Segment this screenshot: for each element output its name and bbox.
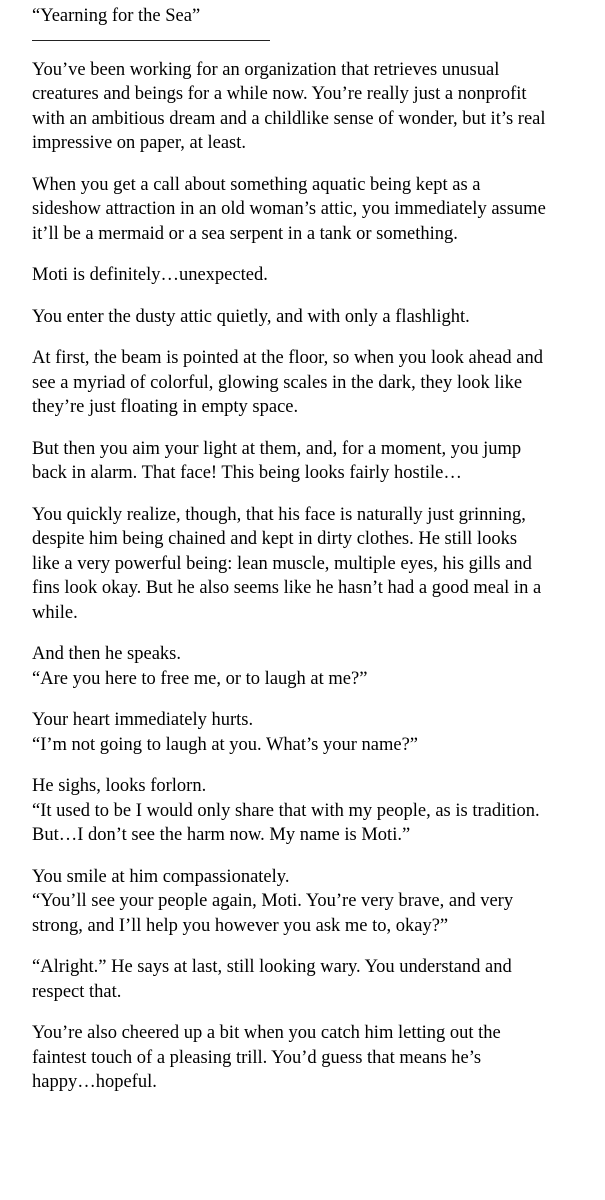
paragraph-line: You’ve been working for an organization that retrieves unusual: [32, 59, 500, 80]
story-paragraph: [32, 263, 605, 288]
story-paragraph: [32, 503, 605, 626]
paragraph-line: “Alright.” He says at last, still looking wary. You understand and: [32, 957, 512, 977]
story-title: “Yearning for the Sea”: [32, 6, 201, 26]
paragraph-line: see a myriad of colorful, glowing scales in the dark, they look like: [32, 372, 523, 393]
paragraph-line: “I’m not going to laugh at you. What’s your name?”: [32, 734, 419, 755]
paragraph-line: At first, the beam is pointed at the floor, so when you look ahead and: [32, 348, 543, 368]
paragraph-line: while.: [32, 602, 78, 623]
paragraph-line: “You’ll see your people again, Moti. You’re very brave, and very: [32, 891, 514, 911]
story-paragraph: [32, 774, 605, 848]
paragraph-line: But…I don’t see the harm now. My name is Moti.”: [32, 825, 411, 845]
paragraph-line: He sighs, looks forlorn.: [32, 776, 207, 796]
story-body: [32, 58, 605, 1095]
paragraph-line: And then he speaks.: [32, 644, 181, 664]
story-paragraph: [32, 642, 605, 691]
paragraph-line: You smile at him compassionately.: [32, 866, 290, 887]
paragraph-line: But then you aim your light at them, and, for a moment, you jump: [32, 438, 522, 459]
paragraph-line: they’re just floating in empty space.: [32, 397, 299, 417]
story-paragraph: [32, 173, 605, 247]
paragraph-line: strong, and I’ll help you however you ask me to, okay?”: [32, 915, 449, 936]
story-paragraph: [32, 346, 605, 420]
paragraph-line: Your heart immediately hurts.: [32, 710, 254, 730]
paragraph-line: faintest touch of a pleasing trill. You’d guess that means he’s: [32, 1047, 482, 1068]
paragraph-line: “Are you here to free me, or to laugh at me?”: [32, 668, 368, 689]
paragraph-line: despite him being chained and kept in dirty clothes. He still looks: [32, 529, 518, 549]
paragraph-line: sideshow attraction in an old woman’s attic, you immediately assume: [32, 199, 546, 219]
story-paragraph: [32, 955, 605, 1004]
title-divider: [32, 40, 270, 41]
paragraph-line: back in alarm. That face! This being looks fairly hostile…: [32, 463, 462, 483]
paragraph-line: You quickly realize, though, that his face is naturally just grinning,: [32, 504, 526, 525]
paragraph-line: it’ll be a mermaid or a sea serpent in a tank or something.: [32, 223, 458, 244]
paragraph-line: You’re also cheered up a bit when you catch him letting out the: [32, 1023, 501, 1043]
story-paragraph: [32, 865, 605, 939]
paragraph-line: happy…hopeful.: [32, 1072, 157, 1092]
paragraph-line: like a very powerful being: lean muscle, multiple eyes, his gills and: [32, 553, 532, 574]
paragraph-line: You enter the dusty attic quietly, and with only a flashlight.: [32, 306, 470, 327]
story-paragraph: [32, 58, 605, 156]
story-paragraph: [32, 305, 605, 330]
paragraph-line: impressive on paper, at least.: [32, 133, 246, 153]
paragraph-line: respect that.: [32, 981, 122, 1002]
paragraph-line: creatures and beings for a while now. You’re really just a nonprofit: [32, 84, 527, 104]
story-paragraph: [32, 1021, 605, 1095]
paragraph-line: with an ambitious dream and a childlike sense of wonder, but it’s real: [32, 108, 546, 129]
story-paragraph: [32, 437, 605, 486]
paragraph-line: When you get a call about something aquatic being kept as a: [32, 174, 481, 195]
paragraph-line: fins look okay. But he also seems like he hasn’t had a good meal in a: [32, 578, 542, 598]
paragraph-line: Moti is definitely…unexpected.: [32, 265, 268, 285]
story-paragraph: [32, 708, 605, 757]
paragraph-line: “It used to be I would only share that with my people, as is tradition.: [32, 800, 540, 821]
